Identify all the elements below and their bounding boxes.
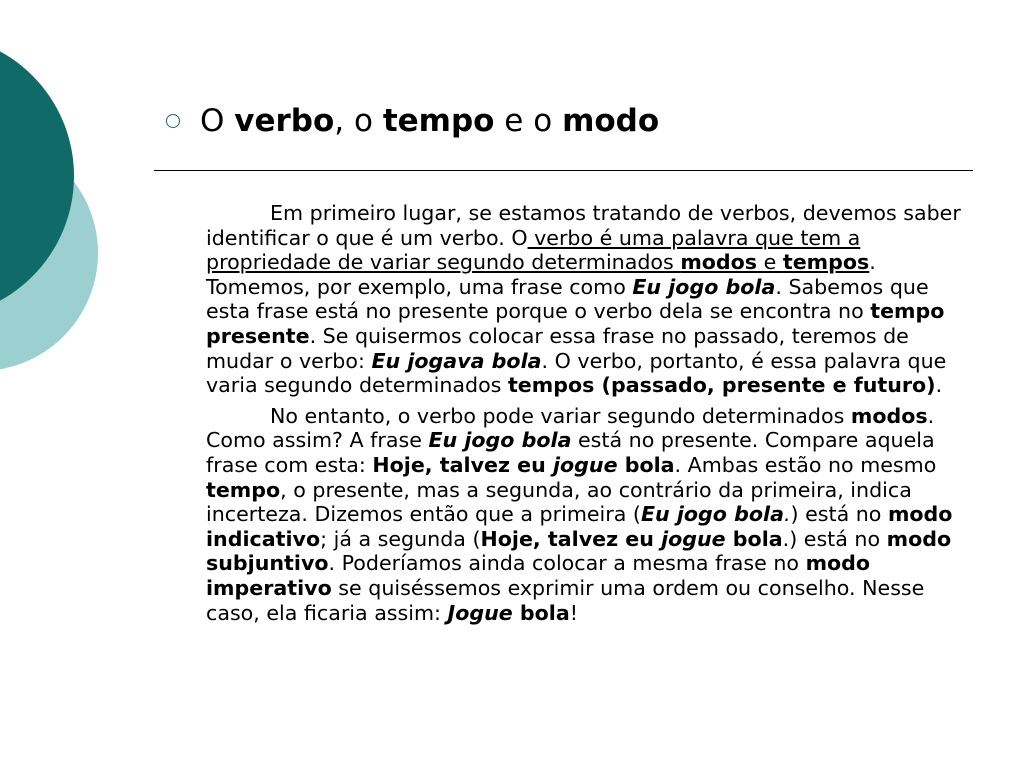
text-run: ! — [569, 600, 579, 625]
title-divider — [154, 170, 973, 171]
text-run: No entanto, o verbo pode variar segundo determinados — [270, 403, 851, 428]
example-eu-jogava-bola: Eu jogava bola — [371, 348, 542, 373]
example-bola: bola — [617, 452, 675, 477]
example-bola: bola — [512, 600, 570, 625]
example-hoje-talvez-eu: Hoje, talvez eu — [372, 452, 553, 477]
text-run: . Sabemos que esta frase está no presente porque o verbo dela se encontra no — [206, 274, 929, 324]
text-run: . Tomemos, por exemplo, uma frase como — [206, 250, 876, 299]
bold-modo-indicativo: modo indicativo — [206, 502, 953, 551]
underlined-text: e — [757, 250, 783, 275]
text-run: . O verbo, portanto, é essa palavra que varia segundo determinados — [206, 348, 947, 398]
circle-bullet-icon — [166, 114, 180, 128]
text-run: . Poderíamos ainda colocar a mesma frase no — [328, 551, 806, 576]
slide-title-row — [166, 96, 659, 146]
italic-period: . — [783, 502, 791, 527]
bold-modo-imperativo: modo imperativo — [206, 551, 871, 600]
title-text: , o — [334, 103, 383, 139]
bold-modos: modos — [850, 403, 928, 428]
decorative-circles — [0, 0, 140, 440]
title-text: O — [200, 103, 235, 139]
bold-tempo-presente: tempo presente — [206, 299, 945, 348]
text-run: . — [935, 373, 943, 398]
bold-modo-subjuntivo: modo subjuntivo — [206, 526, 952, 576]
underlined-definition: verbo é uma palavra que tem a propriedade de variar segundo determinados — [206, 225, 861, 275]
slide-title — [200, 96, 659, 146]
example-eu-jogo-bola: Eu jogo bola — [640, 502, 784, 527]
text-run: está no presente. Compare aquela frase com esta: — [206, 428, 935, 477]
title-bold-verbo: verbo — [234, 103, 335, 139]
example-jogue: jogue — [661, 526, 726, 551]
example-bola: bola — [725, 526, 783, 551]
paragraph-1 — [206, 201, 966, 398]
example-jogue: jogue — [552, 452, 618, 477]
title-bold-modo: modo — [562, 103, 660, 139]
slide-body — [206, 201, 966, 631]
example-eu-jogo-bola: Eu jogo bola — [632, 274, 776, 299]
text-run: Em primeiro lugar, se estamos tratando de verbos, devemos saber identificar o que é um verbo. O — [206, 201, 961, 250]
underlined-bold-modos: modos — [680, 250, 758, 275]
underlined-bold-tempos: tempos — [782, 250, 870, 275]
example-jogue: Jogue — [447, 600, 513, 625]
title-bold-tempo: tempo — [382, 103, 495, 139]
text-run: ; já a segunda ( — [320, 526, 481, 551]
text-run: ) está no — [790, 502, 888, 527]
text-run: . Ambas estão no mesmo — [674, 452, 937, 477]
bold-tempo: tempo — [206, 477, 281, 502]
text-run: . Como assim? A frase — [206, 403, 935, 453]
paragraph-2 — [206, 404, 966, 625]
text-run: . Se quisermos colocar essa frase no passado, teremos de mudar o verbo: — [206, 323, 909, 373]
bold-tempos-list: tempos (passado, presente e futuro) — [507, 373, 936, 398]
text-run: , o presente, mas a segunda, ao contrário da primeira, indica incerteza. Dizemos então que a primeira ( — [206, 477, 912, 527]
text-run: .) está no — [782, 526, 887, 551]
title-text: e o — [494, 103, 563, 139]
text-run: se quiséssemos exprimir uma ordem ou conselho. Nesse caso, ela ficaria assim: — [206, 575, 925, 625]
example-hoje-talvez-eu: Hoje, talvez eu — [480, 526, 662, 551]
example-eu-jogo-bola: Eu jogo bola — [428, 428, 572, 453]
